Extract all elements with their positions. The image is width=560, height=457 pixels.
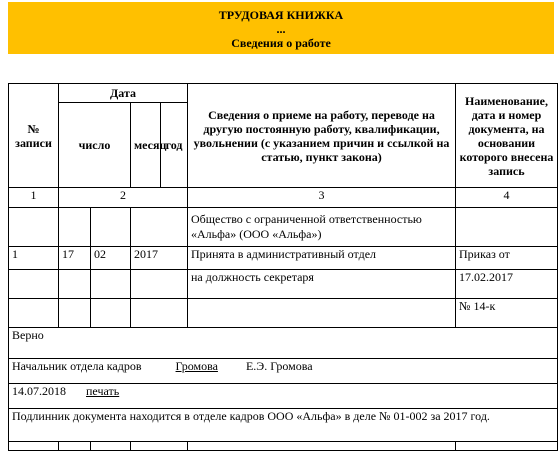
column-number: 4 [456,188,558,208]
original-location-note: Подлинник документа находится в отделе кадров ООО «Альфа» в деле № 01-002 за 2017 год. [9,409,558,442]
record-number: 1 [9,247,59,270]
table-row [9,442,558,451]
col-header-day: число [59,103,131,188]
signature-row [9,359,558,384]
date-stamp-row [9,384,558,409]
work-record-table [8,83,558,451]
signer-position: Начальник отдела кадров [12,359,142,373]
header-row-1 [9,84,558,103]
signer-name: Е.Э. Громова [245,359,313,373]
column-numbers-row [9,188,558,208]
document-date: 17.02.2017 [456,270,558,299]
column-number: 3 [188,188,456,208]
record-year: 2017 [131,247,188,270]
table-row [9,299,558,328]
certification-date: 14.07.2018 [12,384,66,398]
record-text: на должность секретаря [188,270,456,299]
signer-signature: Громова [175,359,218,373]
certified-label: Верно [9,328,558,359]
certification-row [9,328,558,359]
col-header-year: год [161,103,188,188]
col-header-record-no: № записи [9,84,59,188]
col-header-month: месяц [131,103,161,188]
record-month: 02 [91,247,131,270]
column-number: 1 [9,188,59,208]
organization-name: Общество с ограниченной ответственностью «Альфа» (ООО «Альфа») [188,208,456,247]
table-row [9,208,558,247]
table-row [9,247,558,270]
document-name: Приказ от [456,247,558,270]
document-header [8,2,554,54]
note-row [9,409,558,442]
document-number: № 14-к [456,299,558,328]
col-header-document: Наименование, дата и номер документа, на основании которого внесена запись [456,84,558,188]
record-day: 17 [59,247,91,270]
section-title: Сведения о работе [231,36,331,50]
table-row [9,270,558,299]
record-text: Принята в административный отдел [188,247,456,270]
document-title: ТРУДОВАЯ КНИЖКА [218,8,344,22]
header-ellipsis: ... [276,22,286,36]
column-number: 2 [59,188,188,208]
col-header-date: Дата [59,84,188,103]
col-header-info: Сведения о приеме на работу, переводе на другую постоянную работу, квалификации, увольнении (с указанием причин и ссылкой на статью, пункт закона) [188,84,456,188]
stamp-label: печать [86,384,120,398]
